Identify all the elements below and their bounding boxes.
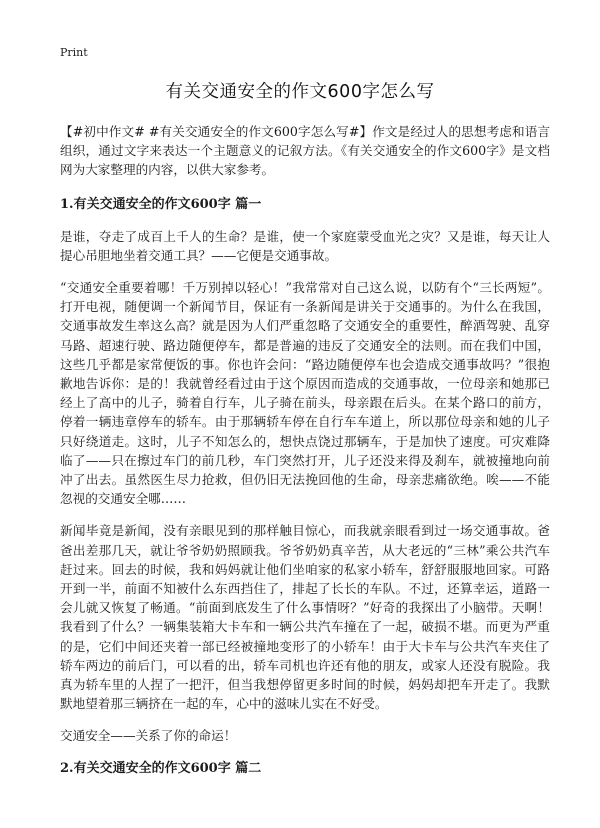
section-heading-2: 2.有关交通安全的作文600字 篇二 (60, 760, 262, 776)
section-1-paragraph-2: “交通安全重要着哪！千万别掉以轻心！”我常常对自己这么说，以防有个“三长两短”。打开电视，随便调一个新闻节目，保证有一条新闻是讲关于交通事的。为什么在我国，交通事故发生率这么高？就是因为人们严重忽略了交通安全的重要性，醉酒驾驶、乱穿马路、超速行驶、路边随便停车，都是普遍的违反了交通安全的法则。而在我们中国，这些几乎都是家常便饭的事。你也许会问：“路边随便停车也会造成交通事故吗？”很抱歉地告诉你：是的！我就曾经看过由于这个原因而造成的交通事故，一位母亲和她那已经上了高中的儿子，骑着自行车，儿子骑在前头，母亲跟在后头。在某个路口的前方，停着一辆违章停车的轿车。由于那辆轿车停在自行车车道上，所以那位母亲和她的儿子只好绕道走。这时，儿子不知怎么的，想快点饶过那辆车，于是加快了速度。可灾难降临了——只在擦过车门的前几秒，车门突然打开，儿子还没来得及刹车，就被撞地向前冲了出去。虽然医生尽力抢救，但仍旧无法挽回他的生命，母亲悲痛欲绝。唉——不能忽视的交通安全哪…… (60, 280, 550, 507)
document-title: 有关交通安全的作文600字怎么写 (165, 82, 435, 102)
intro-paragraph: 【#初中作文# #有关交通安全的作文600字怎么写#】作文是经过人的思想考虑和语言组织，通过文字来表达一个主题意义的记叙方法。《有关交通安全的作文600字》是文档网为大家整理的内容，以供大家参考。 (60, 124, 550, 178)
section-1-paragraph-1: 是谁，夺走了成百上千人的生命？是谁，使一个家庭蒙受血光之灾？又是谁，每天让人提心吊胆地坐着交通工具？——它便是交通事故。 (60, 228, 550, 263)
section-1-paragraph-3: 新闻毕竟是新闻，没有亲眼见到的那样触目惊心，而我就亲眼看到过一场交通事故。爸爸出差那几天，就让爷爷奶奶照顾我。爷爷奶奶真辛苦，从大老远的“三林”乘公共汽车赶过来。回去的时候，我和妈妈就让他们坐咱家的私家小轿车，舒舒服服地回家。可路开到一半，前面不知被什么东西挡住了，排起了长长的车队。不过，还算幸运，道路一会儿就又恢复了畅通。“前面到底发生了什么事情呀？”好奇的我探出了小脑带。天啊！我看到了什么？一辆集装箱大卡车和一辆公共汽车撞在了一起，破损不堪。而更为严重的是，它们中间还夹着一部已经被撞地变形了的小轿车！由于大卡车与公共汽车夹住了轿车两边的前后门，可以看的出，轿车司机也许还有他的朋友，或家人还没有脱险。我真为轿车里的人捏了一把汗，但当我想停留更多时间的时候，妈妈却把车开走了。我默默地望着那三辆挤在一起的车，心中的滋味儿实在不好受。 (60, 523, 550, 712)
section-heading-1: 1.有关交通安全的作文600字 篇一 (60, 196, 262, 212)
section-1-paragraph-4: 交通安全——关系了你的命运！ (60, 728, 237, 744)
print-link[interactable]: Print (60, 46, 88, 59)
document-body (60, 122, 550, 791)
